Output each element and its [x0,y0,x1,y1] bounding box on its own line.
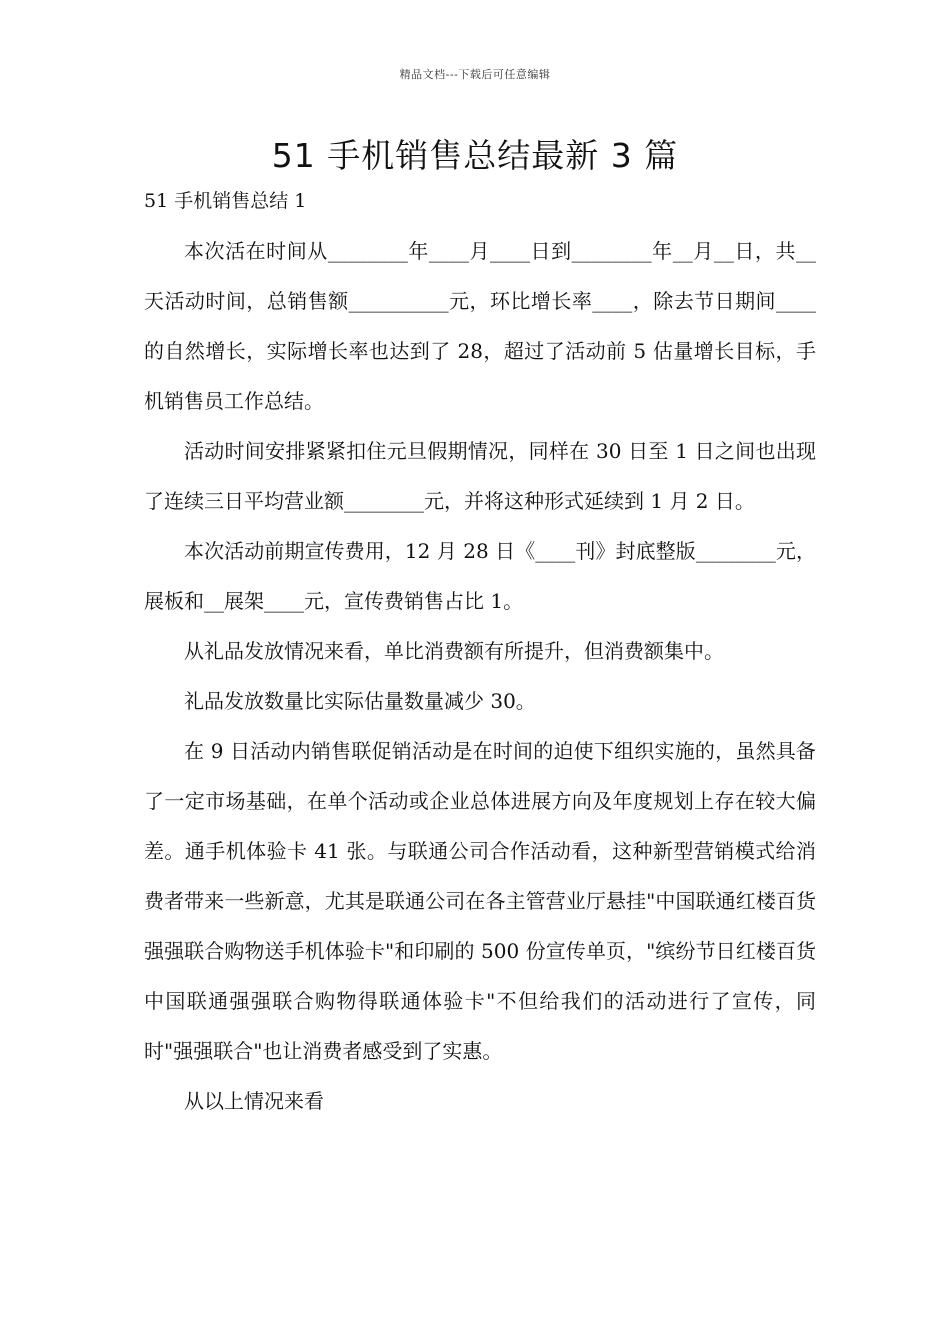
paragraph: 从以上情况来看 [184,1089,324,1113]
header-note: 精品文档---下载后可任意编辑 [399,68,551,81]
paragraph: 从礼品发放情况来看，单比消费额有所提升，但消费额集中。 [184,639,724,663]
page-title: 51 手机销售总结最新 3 篇 [271,136,679,175]
paragraph: 在 9 日活动内销售联促销活动是在时间的迫使下组织实施的，虽然具备了一定市场基础，在单个活动或企业总体进展方向及年度规划上存在较大偏差。通手机体验卡 41 张。与联通公司合作活动看，这种新型营销模式给消费者带来一些新意，尤其是联通公司在各主管营业厅悬挂"中国联通红楼百货强强联合购物送手机体验卡"和印刷的 500 份宣传单页，"缤纷节日红楼百货中国联通强强联合购物得联通体验卡"不但给我们的活动进行了宣传，同时"强强联合"也让消费者感受到了实惠。 [144,739,816,1063]
paragraph: 礼品发放数量比实际估量数量减少 30。 [184,689,536,713]
paragraph: 本次活在时间从________年____月____日到________年__月__日，共__天活动时间，总销售额__________元，环比增长率____，除去节日期间____的自然增长，实际增长率也达到了 28，超过了活动前 5 估量增长目标，手机销售员工作总结。 [144,239,816,413]
body-text [144,226,816,1126]
paragraph: 活动时间安排紧紧扣住元旦假期情况，同样在 30 日至 1 日之间也出现了连续三日平均营业额________元，并将这种形式延续到 1 月 2 日。 [144,439,816,513]
paragraph: 本次活动前期宣传费用，12 月 28 日《____刊》封底整版________元，展板和__展架____元，宣传费销售占比 1。 [144,539,816,613]
section-heading: 51 手机销售总结 1 [144,190,307,212]
